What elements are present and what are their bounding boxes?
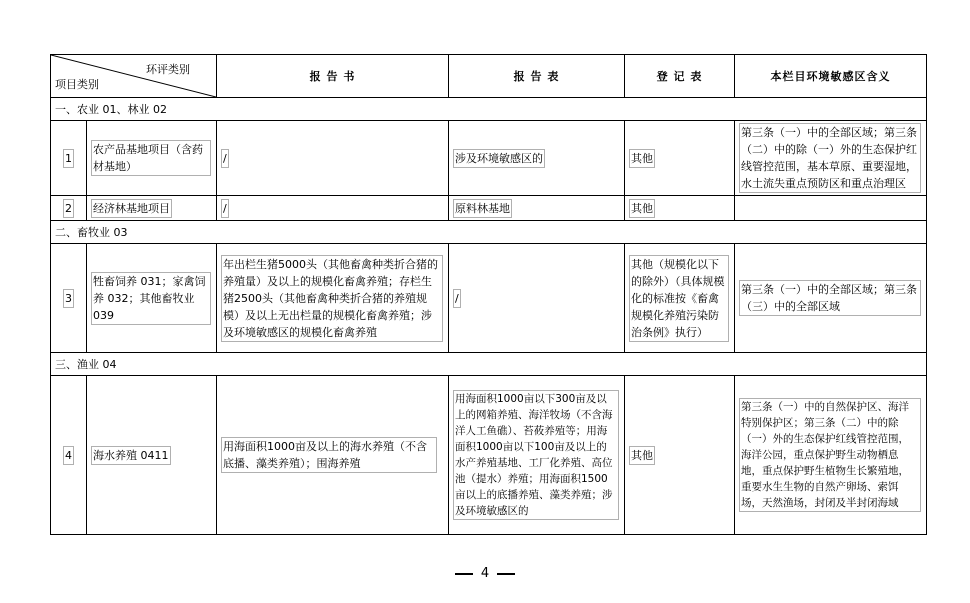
report-book-cell: 年出栏生猪5000头（其他畜禽种类折合猪的养殖量）及以上的规模化畜禽养殖；存栏生猪2500头（其他畜禽种类折合猪的养殖规模）及以上无出栏量的规模化畜禽养殖；涉及环境敏感区的规模化畜禽养殖 — [217, 244, 449, 353]
register-cell: 其他 — [625, 121, 735, 196]
footer-dash-left — [455, 573, 473, 575]
report-book-cell: / — [217, 121, 449, 196]
page-footer — [0, 566, 970, 581]
row-number: 1 — [51, 121, 87, 196]
col-header-register: 登 记 表 — [625, 55, 735, 98]
table-row — [51, 121, 927, 196]
report-book-cell: / — [217, 196, 449, 221]
eia-category-table — [50, 54, 927, 535]
header-row — [51, 55, 927, 98]
project-name: 经济林基地项目 — [87, 196, 217, 221]
report-table-cell: 涉及环境敏感区的 — [449, 121, 625, 196]
col-header-report: 报 告 书 — [217, 55, 449, 98]
project-name: 牲畜饲养 031；家禽饲养 032；其他畜牧业 039 — [87, 244, 217, 353]
sensitive-area-cell: 第三条（一）中的全部区域；第三条（三）中的全部区域 — [735, 244, 927, 353]
report-table-cell: 用海面积1000亩以下300亩及以上的网箱养殖、海洋牧场（不含海洋人工鱼礁）、苔莜养殖等；用海面积1000亩以下100亩及以上的水产养殖基地、工厂化养殖、高位池（提水）养殖；用海面积1500亩以上的底播养殖、藻类养殖；涉及环境敏感区的 — [449, 376, 625, 535]
table-row — [51, 244, 927, 353]
section-title: 二、畜牧业 03 — [51, 221, 927, 244]
row-number: 3 — [51, 244, 87, 353]
register-cell: 其他 — [625, 196, 735, 221]
project-name: 海水养殖 0411 — [87, 376, 217, 535]
report-table-cell: / — [449, 244, 625, 353]
section-title: 三、渔业 04 — [51, 353, 927, 376]
col-header-sensitive: 本栏目环境敏感区含义 — [735, 55, 927, 98]
register-cell: 其他（规模化以下的除外）（具体规模化的标准按《畜禽规模化养殖污染防治条例》执行） — [625, 244, 735, 353]
table-row — [51, 376, 927, 535]
section-title: 一、农业 01、林业 02 — [51, 98, 927, 121]
footer-dash-right — [497, 573, 515, 575]
report-table-cell: 原料林基地 — [449, 196, 625, 221]
section-row — [51, 353, 927, 376]
report-book-cell: 用海面积1000亩及以上的海水养殖（不含底播、藻类养殖）；围海养殖 — [217, 376, 449, 535]
col-header-table: 报 告 表 — [449, 55, 625, 98]
corner-header-cell — [51, 55, 217, 98]
row-number: 2 — [51, 196, 87, 221]
page-number: 4 — [480, 566, 490, 581]
register-cell: 其他 — [625, 376, 735, 535]
sensitive-area-cell: 第三条（一）中的全部区域；第三条（二）中的除（一）外的生态保护红线管控范围，基本草原、重要湿地，水土流失重点预防区和重点治理区 — [735, 121, 927, 196]
sensitive-area-cell — [735, 196, 927, 221]
section-row — [51, 221, 927, 244]
row-number: 4 — [51, 376, 87, 535]
project-name: 农产品基地项目（含药材基地） — [87, 121, 217, 196]
table-row — [51, 196, 927, 221]
corner-bottom-label: 项目类别 — [55, 78, 99, 91]
sensitive-area-cell: 第三条（一）中的自然保护区、海洋特别保护区；第三条（二）中的除（一）外的生态保护红线管控范围，海洋公园，重点保护野生动物栖息地，重点保护野生植物生长繁殖地，重要水生生物的自然产卵场、索饵场，天然渔场，封闭及半封闭海域 — [735, 376, 927, 535]
corner-top-label: 环评类别 — [146, 63, 190, 76]
section-row — [51, 98, 927, 121]
